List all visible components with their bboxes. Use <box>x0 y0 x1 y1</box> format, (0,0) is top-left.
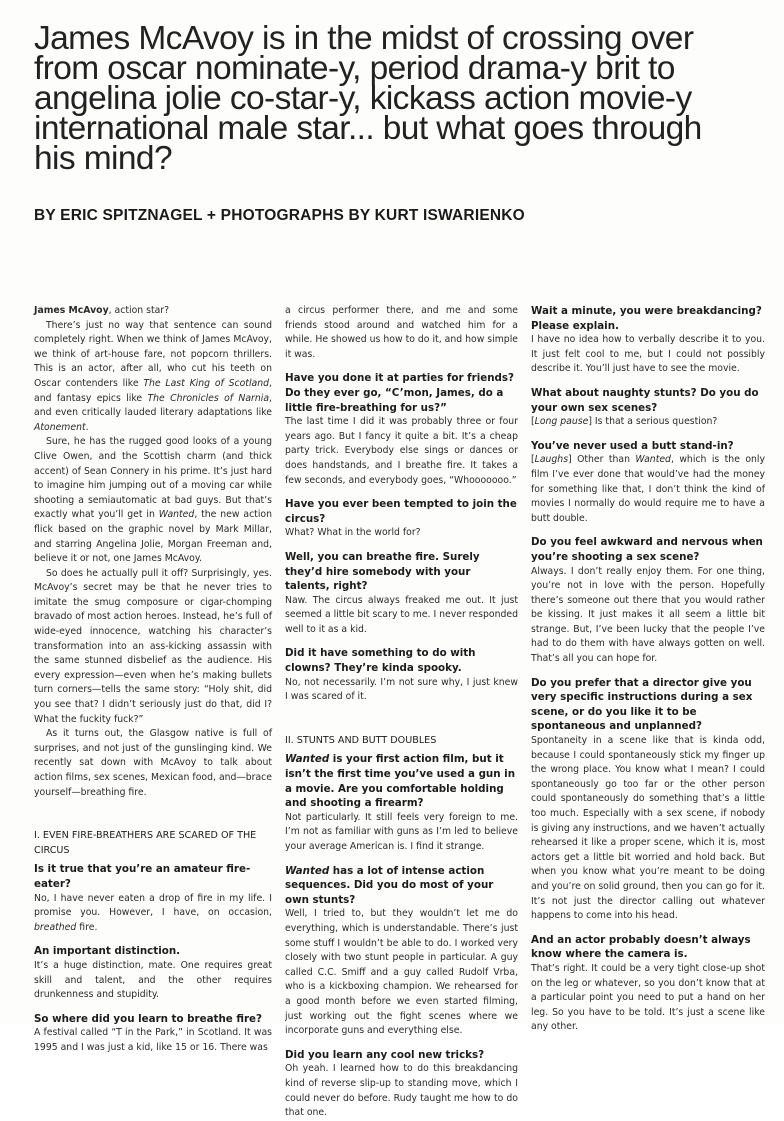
answer: Always. I don’t really enjoy them. For one thing, you’re not in love with the person. Hopefully there’s someone out there that you would rather be kissing. It just makes it all seem a little bit strange. But, I’ve been lucky that the people I’ve had to do them with have always gotten on well. That’s all you can hope for. <box>531 565 765 665</box>
answer: Spontaneity in a scene like that is kinda odd, because I could spontaneously stick my finger up the wrong place. You know what I mean? I could spontaneously go too far or the other person could spontaneously do something that’s a little too much. Especially with a sex scene, if nobody is giving any instructions, and we haven’t actually rehearsed it like a proper scene, which it is, most actors get a little bit worried and hold back. But when you know what you’re meant to be doing and you’re on solid ground, then you can go for it. It’s not just the director calling out whatever happens to come into his head. <box>531 735 765 922</box>
text-run: , which is the only film I’ve ever done that would’ve had the money for something like that, I don’t think the kind of movies I normally do would require me to have a butt double. <box>531 454 765 524</box>
question: An important distinction. <box>34 945 181 958</box>
body-paragraph: So does he actually pull it off? Surprisingly, yes. McAvoy’s secret may be that he never tries to imitate the smug composure or cigar-chomping bravado of most action heroes. Instead, he’s full of wide-eyed innocence, watching his character’s transformation into an ass-kicking assassin with the same stunned disbelief as the audience. His every expression—even when he’s making bullets turn corners—tells the same story: “Holy shit, did you see that? I didn’t seriously just do that, did I? What the fuckity fuck?” <box>34 567 272 725</box>
emphasis: breathed <box>34 921 77 933</box>
text-run: ] Is that a serious question? <box>588 416 718 428</box>
text-run: [ <box>531 416 535 428</box>
film-title: The Chronicles of Narnia <box>147 392 270 404</box>
question: Do you feel awkward and nervous when you’re shooting a sex scene? <box>531 536 763 563</box>
text-run: There’s just no way that sentence can sound completely right. When we think of James McAvoy, we think of art-house fare, not popcorn thrillers. This is an actor, after all, who cut his teeth on Oscar contenders like <box>34 319 272 389</box>
article-column-1 <box>34 304 272 1053</box>
text-run: is your first action film, but it isn’t the first time you’ve used a gun in a movie. Are you comfortable holding and shooting a firearm? <box>285 753 516 810</box>
answer: The last time I did it was probably three or four years ago. But I fancy it quite a bit. It’s a cheap party trick. Everybody else sings or dances or does handstands, and I breathe fire. It takes a few seconds, and everybody goes, “Whooooooo.” <box>285 416 518 486</box>
text-run: [ <box>531 454 535 466</box>
film-title: Wanted <box>158 509 195 521</box>
answer: I have no idea how to verbally describe it to you. It just felt cool to me, but I could not possibly describe it. You’ll just have to see the movie. <box>531 334 765 375</box>
question: Wait a minute, you were breakdancing? Please explain. <box>531 305 762 332</box>
question: Did you learn any cool new tricks? <box>285 1048 485 1061</box>
film-title: The Last King of Scotland <box>143 377 270 389</box>
answer: Oh yeah. I learned how to do this breakdancing kind of reverse slip-up to standing move, which I could never do before. Rudy taught me how to do that one. <box>285 1063 518 1119</box>
answer: That’s right. It could be a very tight close-up shot on the leg or whatever, so you don’t know that at a particular point you need to put a hand on her leg. So you have to be told. It’s just a scene like any other. <box>531 962 765 1033</box>
film-title: Atonement <box>34 421 86 433</box>
answer: No, not necessarily. I’m not sure why, I just knew I was scared of it. <box>285 676 518 703</box>
intro-paragraph <box>34 304 272 319</box>
question <box>285 752 518 810</box>
question: Have you ever been tempted to join the circus? <box>285 498 517 525</box>
answer: Well, I tried to, but they wouldn’t let me do everything, which is understandable. There’s just some stuff I wouldn’t be able to do. I worked very closely with two stunt people in particular. A guy called C.C. Smiff and a guy called Rudolf Vrba, who is a kickboxing champion. We rehearsed for a good month before we even started filming, just working out the fight scenes where we incorporate guns and everything else. <box>285 908 518 1037</box>
question: And an actor probably doesn’t always know where the camera is. <box>531 933 751 961</box>
answer <box>531 415 765 430</box>
headline: James McAvoy is in the midst of crossing over from oscar nominate-y, period drama-y brit to angelina jolie co-star-y, kickass action movie-y international male star... but what goes through his mind? <box>34 20 702 177</box>
text-run: has a lot of intense action sequences. Did you do most of your own stunts? <box>285 864 494 906</box>
question: You’ve never used a butt stand-in? <box>531 439 734 452</box>
answer: A festival called “T in the Park,” in Scotland. It was 1995 and I was just a kid, like 15 or 16. There was <box>34 1027 272 1053</box>
film-title: Wanted <box>285 864 330 877</box>
answer: What? What in the world for? <box>285 527 421 539</box>
question: What about naughty stunts? Do you do your own sex scenes? <box>531 386 759 414</box>
stage-direction: Laughs <box>534 454 569 466</box>
film-title: Wanted <box>285 753 330 766</box>
question: So where did you learn to breathe fire? <box>34 1012 263 1025</box>
body-paragraph <box>34 319 272 436</box>
stage-direction: Long pause <box>534 416 589 428</box>
text-run: . <box>85 421 89 433</box>
text-run: fire. <box>76 921 98 933</box>
answer <box>34 892 272 936</box>
text-run: Sure, he has the rugged good looks of a young Clive Owen, and the Scottish charm (and thick accent) of Sean Connery in his prime. It’s just hard to imagine him jumping out of a moving car while shooting a semiautomatic at bad guys. But that’s exactly what you’ll get in <box>34 436 272 521</box>
intro-lead: James McAvoy <box>34 305 109 316</box>
article-column-2 <box>285 304 518 1119</box>
body-paragraph: As it turns out, the Glasgow native is full of surprises, and not just of the gunslinging kind. We recently sat down with McAvoy to talk about action films, sex scenes, Mexican food, and—brace yourself—breathing fire. <box>34 728 272 798</box>
text-run: No, I have never eaten a drop of fire in my life. I promise you. However, I have, on occasion, <box>34 892 272 919</box>
question: Is it true that you’re an amateur fire-eater? <box>34 863 251 890</box>
answer: a circus performer there, and me and some friends stood around and watched him for a while. He showed us how to do it, and how simple it was. <box>285 305 518 360</box>
answer: Not particularly. It still feels very foreign to me. I’m not as familiar with guns as I’m led to believe your average American is. I find it strange. <box>285 811 518 852</box>
film-title: Wanted <box>635 454 671 466</box>
section-heading: II. STUNTS AND BUTT DOUBLES <box>285 734 437 746</box>
question: Well, you can breathe fire. Surely they’d hire somebody with your talents, right? <box>285 550 480 593</box>
question: Did it have something to do with clowns? They’re kinda spooky. <box>285 647 476 675</box>
answer <box>531 453 765 526</box>
text-run: , the new action flick based on the graphic novel by Mark Millar, and starring Angelina Jolie, Morgan Freeman and, believe it or not, one James McAvoy. <box>34 509 272 565</box>
intro-rest: , action star? <box>108 305 170 316</box>
answer: Naw. The circus always freaked me out. It just seemed a little bit scary to me. I never responded well to it as a kid. <box>285 594 518 635</box>
text-run: , and fantasy epics like <box>34 377 272 404</box>
question <box>285 864 518 908</box>
question: Do you prefer that a director give you very specific instructions during a sex scene, or do you like it to be spontaneous and unplanned? <box>531 676 753 733</box>
byline: BY ERIC SPITZNAGEL + PHOTOGRAPHS BY KURT ISWARIENKO <box>34 207 525 224</box>
article-column-3 <box>531 304 765 1033</box>
section-heading: I. EVEN FIRE-BREATHERS ARE SCARED OF THE CIRCUS <box>34 830 257 856</box>
text-run: ] Other than <box>568 454 636 466</box>
body-paragraph <box>34 435 272 566</box>
question: Have you done it at parties for friends? Do they ever go, “C’mon, James, do a little fire-breathing for us?” <box>285 372 515 414</box>
answer: It’s a huge distinction, mate. One requires great skill and talent, and the other requires drunkenness and stupidity. <box>34 959 272 1001</box>
text-run: , and even critically lauded literary adaptations like <box>34 392 272 419</box>
